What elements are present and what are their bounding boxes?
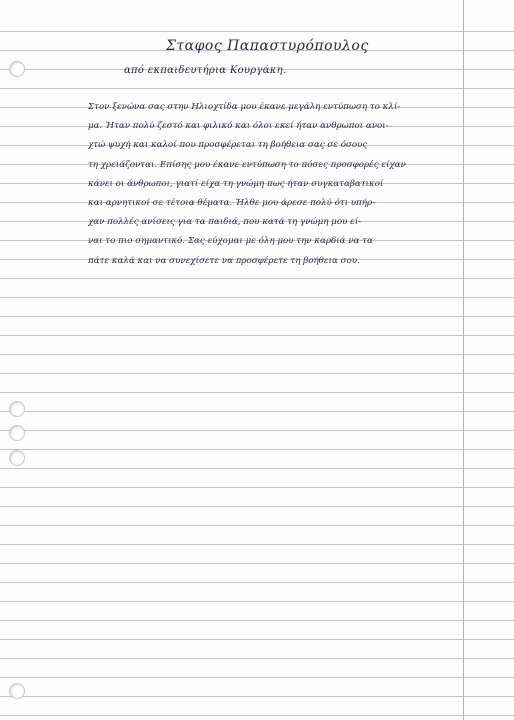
letter-subtitle: από εκπαιδευτήρια Κουργάκη.: [124, 65, 287, 76]
letter-title: Σταφος Παπαστυρόπουλος: [166, 38, 369, 54]
letter-line: κάνει οι άνθρωποι, γιατί είχα τη γνώμη πως ήταν συγκαταβατικοί: [88, 178, 384, 189]
letter-line: Στον ξενώνα σας στην Ηλιοχτίδα μου έκανε μεγάλη εντύπωση το κλί-: [88, 102, 401, 112]
letter-line: πάτε καλά και να συνεχίσετε να προσφέρετε τη βοήθεια σου.: [88, 255, 360, 266]
binder-hole: [9, 425, 25, 441]
margin-rule: [463, 0, 464, 720]
binder-hole: [9, 401, 25, 417]
letter-line: τη χρειάζονται. Επίσης μου έκανε εντύπωση το πόσες προσφορές είχαν: [88, 159, 406, 170]
binder-hole: [9, 61, 25, 77]
letter-line: χαν πολλές ανίσεις για τα παιδιά, που κατά τη γνώμη μου εί-: [88, 217, 362, 228]
letter-body: [88, 98, 456, 271]
letter-line: μα. Ήταν πολύ ζεστό και φιλικό και όλοι εκεί ήταν ανθρωποι ανοι-: [88, 121, 389, 132]
letter-line: χτώ ψυχή και καλοί που προσφέρεται τη βοήθεια σας σε όσους: [88, 140, 368, 151]
binder-hole: [9, 450, 25, 466]
letter-line: ναι το πιο σημαντικό. Σας εύχομαι με όλη μου την καρδιά να τα: [88, 236, 373, 247]
letter-line: και αρνητικοί σε τέτοια θέματα. Ήλθε μου άρεσε πολύ ότι υπήρ-: [88, 198, 376, 209]
binder-hole: [9, 683, 25, 699]
